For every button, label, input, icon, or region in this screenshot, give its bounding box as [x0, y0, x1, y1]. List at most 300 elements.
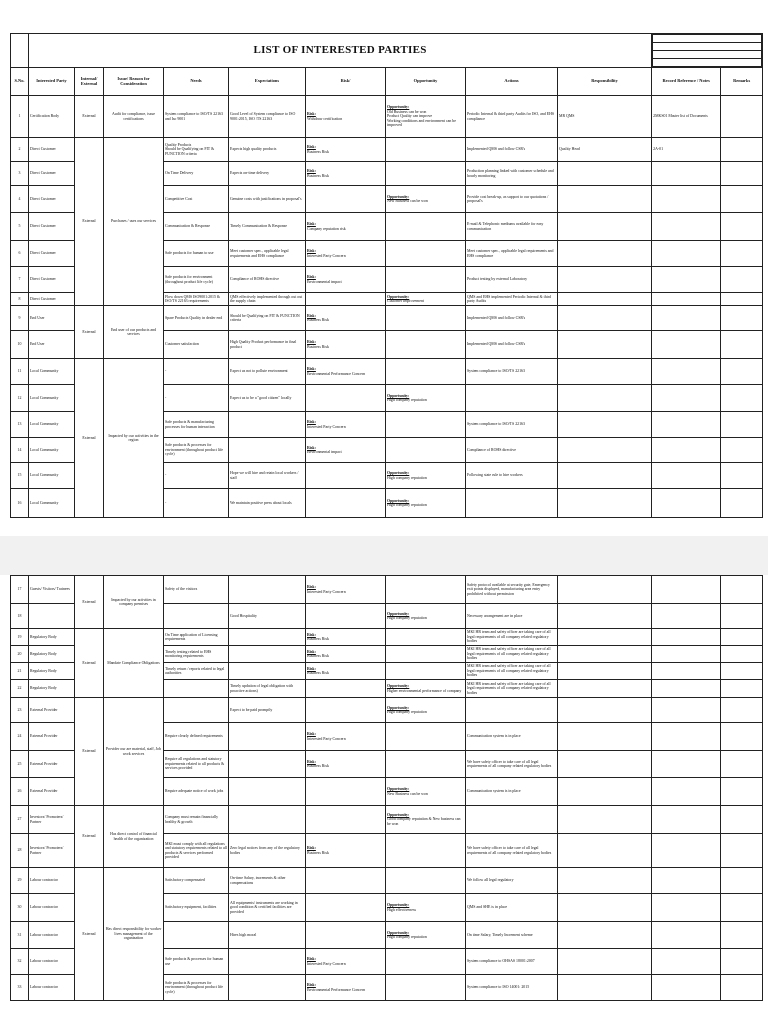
risk [306, 96, 386, 138]
remarks [721, 698, 763, 723]
interested-party: Regulatory Body [29, 680, 75, 698]
opportunity [386, 894, 466, 922]
responsibility [558, 359, 652, 385]
serial-number: 21 [11, 663, 29, 680]
expectations: Expects on-time delivery [229, 162, 306, 186]
actions: System compliance to ISO 14001: 2015 [466, 975, 558, 1001]
interested-party: Direct Customer [29, 162, 75, 186]
serial-number: 33 [11, 975, 29, 1001]
interested-party: External Provider [29, 751, 75, 778]
needs: Flow down QMS ISO9001:2015 & ISO/TS 22163 requirements [164, 293, 229, 306]
opportunity [386, 489, 466, 518]
interested-party: External Provider [29, 698, 75, 723]
record-reference [652, 412, 721, 438]
interested-party: Direct Customer [29, 186, 75, 213]
responsibility [558, 463, 652, 489]
expectations [229, 806, 306, 834]
record-reference [652, 463, 721, 489]
expectations: Expect us to be a "good citizen" locally [229, 385, 306, 412]
opportunity-label: Opportunity: [387, 705, 410, 710]
serial-number: 29 [11, 868, 29, 894]
serial-number: 1 [11, 96, 29, 138]
interested-party: Certification Body [29, 96, 75, 138]
risk-text: Business Risk [307, 654, 329, 658]
serial-number: 28 [11, 834, 29, 868]
internal-external: External [75, 96, 104, 138]
risk-label: Risk: [307, 445, 316, 450]
interested-party: Investors/ Promoters/ Partner [29, 806, 75, 834]
interested-party: Investors/ Promoters/ Partner [29, 834, 75, 868]
issue-reason: End user of our products and services [104, 306, 164, 359]
opportunity [386, 267, 466, 293]
risk-text: Business Risk [307, 149, 329, 154]
responsibility [558, 751, 652, 778]
remarks [721, 331, 763, 359]
responsibility [558, 723, 652, 751]
needs: Require clearly defined requirements [164, 723, 229, 751]
needs: - [164, 359, 229, 385]
actions: QMS and EHS implemented Periodic Internal & third party Audits [466, 293, 558, 306]
risk-label: Risk: [307, 112, 316, 117]
expectations: Genuine costs with justifications in proposal's [229, 186, 306, 213]
opportunity [386, 629, 466, 646]
risk-text: Interested Party Concern [307, 589, 346, 594]
record-reference [652, 751, 721, 778]
needs: Require adequate notice of work jobs [164, 778, 229, 806]
opportunity [386, 698, 466, 723]
internal-external: External [75, 306, 104, 359]
record-reference [652, 663, 721, 680]
interested-party: End User [29, 331, 75, 359]
actions: System compliance to ISO/TS 22163 [466, 359, 558, 385]
responsibility [558, 680, 652, 698]
table-row [11, 96, 763, 138]
internal-external: External [75, 138, 104, 306]
serial-number: 9 [11, 306, 29, 331]
risk-label: Risk: [307, 275, 316, 280]
risk-label: Risk: [307, 145, 316, 150]
risk [306, 213, 386, 241]
opportunity [386, 778, 466, 806]
remarks [721, 680, 763, 698]
expectations: Good Level of System compliance to ISO 9001:2015, ISO /TS 22163 [229, 96, 306, 138]
expectations: Meet customer spec., applicable legal requirements and EHS compliance [229, 241, 306, 267]
actions: MKI HR team and safety officer are taking care of all legal requirements of all company related regulatory bodies [466, 629, 558, 646]
risk-label: Risk: [307, 632, 316, 637]
needs: Safe products for environment (throughout product life cycle) [164, 267, 229, 293]
serial-number: 6 [11, 241, 29, 267]
record-reference [652, 894, 721, 922]
risk-label: Risk: [307, 649, 316, 654]
opportunity-text: High company reputation [387, 398, 427, 402]
opportunity [386, 723, 466, 751]
actions: Product testing by external Laboratory [466, 267, 558, 293]
responsibility [558, 975, 652, 1001]
opportunity [386, 751, 466, 778]
responsibility [558, 267, 652, 293]
record-reference [652, 723, 721, 751]
record-reference [652, 604, 721, 629]
risk [306, 778, 386, 806]
needs: - [164, 489, 229, 518]
record-reference [652, 213, 721, 241]
expectations: Timely updation of legal obligation with proactive actions) [229, 680, 306, 698]
risk [306, 834, 386, 868]
column-header: Record Reference / Notes [652, 68, 721, 96]
responsibility [558, 663, 652, 680]
needs: Communication & Response [164, 213, 229, 241]
serial-number: 11 [11, 359, 29, 385]
opportunity-label: Opportunity: [387, 393, 410, 398]
opportunity [386, 359, 466, 385]
responsibility [558, 385, 652, 412]
serial-number: 12 [11, 385, 29, 412]
actions: We have safety officer to take care of all legal requirements of all company related regulatory bodies [466, 834, 558, 868]
interested-party: Local Community [29, 359, 75, 385]
needs: Safe products & processes for environment (throughout product life cycle) [164, 975, 229, 1001]
actions: Implemented QMS and follow CSR's [466, 331, 558, 359]
needs: Safe products for human to use [164, 241, 229, 267]
expectations [229, 949, 306, 975]
column-header: Needs [164, 68, 229, 96]
expectations: Hires high moral [229, 922, 306, 949]
interested-party: Local Community [29, 463, 75, 489]
column-header: S.No. [11, 68, 29, 96]
risk-text: Business Risk [307, 173, 329, 178]
opportunity-label: Opportunity: [387, 471, 410, 476]
serial-number: 18 [11, 604, 29, 629]
issue-reason: Impacted by our activities in the region [104, 359, 164, 518]
risk-label: Risk: [307, 732, 316, 737]
serial-number: 19 [11, 629, 29, 646]
serial-number: 10 [11, 331, 29, 359]
actions: Provide cost break-up, as support to our quotations / proposal's [466, 186, 558, 213]
opportunity-label: Opportunity: [387, 787, 410, 792]
responsibility [558, 306, 652, 331]
actions: Meet customer spec., applicable legal requirements and EHS compliance [466, 241, 558, 267]
column-header: Risk/ [306, 68, 386, 96]
remarks [721, 778, 763, 806]
record-reference [652, 306, 721, 331]
expectations: Expect to be paid promptly [229, 698, 306, 723]
needs: On Time application of Licensing requirements [164, 629, 229, 646]
opportunity-text: High company reputation [387, 503, 427, 507]
serial-number: 4 [11, 186, 29, 213]
interested-parties-table-2 [10, 575, 763, 1001]
opportunity-text: Customer Improvement [387, 299, 425, 303]
serial-number: 2 [11, 138, 29, 162]
issue-reason: Audit for compliance, issue certifications [104, 96, 164, 138]
expectations: High Quality Product performance in final product [229, 331, 306, 359]
responsibility [558, 894, 652, 922]
opportunity [386, 241, 466, 267]
column-header: Interested Party [29, 68, 75, 96]
interested-party: Regulatory Body [29, 646, 75, 663]
remarks [721, 306, 763, 331]
risk-text: Withdraw certification [307, 116, 343, 121]
opportunity-text: High company reputation [387, 616, 427, 620]
serial-number: 14 [11, 438, 29, 463]
document-title: LIST OF INTERESTED PARTIES [29, 34, 652, 68]
risk-text: Environmental impact [307, 279, 342, 284]
responsibility [558, 949, 652, 975]
expectations [229, 663, 306, 680]
interested-party: Direct Customer [29, 241, 75, 267]
risk [306, 751, 386, 778]
opportunity-label: Opportunity: [387, 194, 410, 199]
risk [306, 894, 386, 922]
risk [306, 604, 386, 629]
responsibility [558, 922, 652, 949]
column-header: Actions [466, 68, 558, 96]
record-reference [652, 834, 721, 868]
interested-party: Labour contractor [29, 894, 75, 922]
actions: Following state rule to hire workers [466, 463, 558, 489]
risk-label: Risk: [307, 367, 316, 372]
risk-label: Risk: [307, 420, 316, 425]
responsibility [558, 293, 652, 306]
expectations [229, 412, 306, 438]
opportunity [386, 663, 466, 680]
risk-text: Business Risk [307, 671, 329, 675]
table-row [11, 629, 763, 646]
responsibility [558, 868, 652, 894]
opportunity-text: Good company reputation & New business can be won [387, 817, 461, 826]
risk [306, 698, 386, 723]
actions [466, 806, 558, 834]
needs [164, 680, 229, 698]
responsibility [558, 604, 652, 629]
document-page-2 [10, 575, 762, 1024]
opportunity-text: High effectiveness [387, 907, 416, 912]
risk [306, 412, 386, 438]
actions: Compliance of ROHS directive [466, 438, 558, 463]
opportunity [386, 806, 466, 834]
document-control-box [652, 34, 763, 68]
remarks [721, 922, 763, 949]
actions: Implemented QMS and follow CSR's [466, 306, 558, 331]
record-reference [652, 331, 721, 359]
risk-text: Interested Party Concern [307, 961, 346, 966]
serial-number: 22 [11, 680, 29, 698]
risk-label: Risk: [307, 169, 316, 174]
record-reference [652, 698, 721, 723]
remarks [721, 267, 763, 293]
responsibility [558, 186, 652, 213]
risk [306, 806, 386, 834]
remarks [721, 629, 763, 646]
record-reference [652, 922, 721, 949]
expectations: We maintain positive press about locals [229, 489, 306, 518]
risk-label: Risk: [307, 249, 316, 254]
actions: We follow all legal regulatory [466, 868, 558, 894]
responsibility [558, 834, 652, 868]
actions [466, 698, 558, 723]
risk-text: Company reputation risk [307, 226, 346, 231]
opportunity-text: Old Business can be won Product Quality can improve Working conditions and environment can be improved [387, 109, 456, 128]
serial-number: 31 [11, 922, 29, 949]
opportunity [386, 306, 466, 331]
expectations [229, 723, 306, 751]
risk-label: Risk: [307, 313, 316, 318]
risk [306, 723, 386, 751]
record-reference [652, 162, 721, 186]
risk [306, 975, 386, 1001]
interested-party: Labour contractor [29, 975, 75, 1001]
opportunity-label: Opportunity: [387, 611, 410, 616]
record-reference [652, 778, 721, 806]
expectations [229, 576, 306, 604]
serial-number: 24 [11, 723, 29, 751]
risk [306, 646, 386, 663]
opportunity [386, 604, 466, 629]
serial-number: 8 [11, 293, 29, 306]
actions [466, 385, 558, 412]
opportunity [386, 438, 466, 463]
issue-reason: Has direct responsibility for worker lives management of the organization [104, 868, 164, 1001]
opportunity [386, 385, 466, 412]
interested-party [29, 604, 75, 629]
needs: On Time Delivery [164, 162, 229, 186]
interested-party: Regulatory Body [29, 663, 75, 680]
record-reference [652, 629, 721, 646]
risk-label: Risk: [307, 666, 316, 671]
needs: Company must remain financially healthy & growth [164, 806, 229, 834]
risk-label: Risk: [307, 340, 316, 345]
needs: Timely return / reports related to legal authorities [164, 663, 229, 680]
remarks [721, 241, 763, 267]
actions: System compliance to ISO/TS 22163 [466, 412, 558, 438]
needs: Safe products & processes for environment (throughout product life cycle) [164, 438, 229, 463]
needs: Spare Products Quality in dealer end [164, 306, 229, 331]
opportunity [386, 834, 466, 868]
table-row [11, 806, 763, 834]
risk-text: Interested Party Concern [307, 253, 346, 258]
record-reference: 2MKS01 Master list of Documents [652, 96, 721, 138]
risk [306, 331, 386, 359]
actions: Necessary arrangement are in place [466, 604, 558, 629]
responsibility: MR QMS [558, 96, 652, 138]
serial-number: 23 [11, 698, 29, 723]
expectations: Expects high quality products [229, 138, 306, 162]
document-page-1 [10, 33, 762, 536]
column-header: Opportunity [386, 68, 466, 96]
remarks [721, 975, 763, 1001]
risk [306, 162, 386, 186]
opportunity [386, 576, 466, 604]
needs: Competitive Cost [164, 186, 229, 213]
remarks [721, 489, 763, 518]
actions: Implemented QMS and follow CSR's [466, 138, 558, 162]
internal-external: External [75, 698, 104, 806]
opportunity-text: High company reputation [387, 935, 427, 939]
internal-external: External [75, 868, 104, 1001]
record-reference [652, 949, 721, 975]
risk [306, 438, 386, 463]
remarks [721, 463, 763, 489]
record-reference [652, 186, 721, 213]
opportunity-text: High company reputation [387, 710, 427, 714]
remarks [721, 646, 763, 663]
serial-number: 13 [11, 412, 29, 438]
internal-external: External [75, 629, 104, 698]
risk [306, 241, 386, 267]
opportunity [386, 293, 466, 306]
remarks [721, 806, 763, 834]
actions: E-mail & Telephonic mediums available for easy communication [466, 213, 558, 241]
interested-party: Labour contractor [29, 868, 75, 894]
expectations: All equipments/ instruments are working in good condition & certified facilities are provided [229, 894, 306, 922]
interested-party: Direct Customer [29, 267, 75, 293]
responsibility: Quality Head [558, 138, 652, 162]
risk [306, 293, 386, 306]
opportunity [386, 949, 466, 975]
record-reference [652, 680, 721, 698]
actions: On time Salary, Timely Increment scheme [466, 922, 558, 949]
expectations: Should be Qualifying on FIT & FUNCTION criteria [229, 306, 306, 331]
issue-reason: Provider our are material, staff, Job work services [104, 698, 164, 806]
column-header: Responsibility [558, 68, 652, 96]
remarks [721, 96, 763, 138]
opportunity [386, 922, 466, 949]
risk [306, 629, 386, 646]
actions: MKI HR team and safety officer are taking care of all legal requirements of all company related regulatory bodies [466, 680, 558, 698]
opportunity [386, 162, 466, 186]
expectations: Expect us not to pollute environment [229, 359, 306, 385]
responsibility [558, 331, 652, 359]
interested-party: Regulatory Body [29, 629, 75, 646]
risk-label: Risk: [307, 222, 316, 227]
serial-number: 15 [11, 463, 29, 489]
responsibility [558, 489, 652, 518]
expectations [229, 751, 306, 778]
needs: Satisfactory equipment, facilities [164, 894, 229, 922]
remarks [721, 723, 763, 751]
interested-party: Guests/ Visitors/ Trainees [29, 576, 75, 604]
needs: Require all regulations and statutory requirements related to all products & services provided [164, 751, 229, 778]
interested-party: End User [29, 306, 75, 331]
issue-reason: Has direct control of financial health of the organization [104, 806, 164, 868]
actions: System compliance to OHSAS 18001:2007 [466, 949, 558, 975]
serial-number: 17 [11, 576, 29, 604]
expectations [229, 646, 306, 663]
record-reference [652, 975, 721, 1001]
opportunity-label: Opportunity: [387, 105, 410, 110]
needs: Timely testing related to EHS monitoring requirements [164, 646, 229, 663]
risk [306, 463, 386, 489]
expectations: Timely Communication & Response [229, 213, 306, 241]
needs: Safe products & processes for human use [164, 949, 229, 975]
responsibility [558, 806, 652, 834]
remarks [721, 868, 763, 894]
column-header: Internal/ External [75, 68, 104, 96]
interested-party: Local Community [29, 412, 75, 438]
expectations: QMS effectively implemented through out out the supply chain [229, 293, 306, 306]
interested-party: Labour contractor [29, 922, 75, 949]
opportunity-label: Opportunity: [387, 812, 410, 817]
remarks [721, 213, 763, 241]
opportunity-text: New Business can be won [387, 199, 428, 203]
table-row [11, 306, 763, 331]
interested-parties-table-1 [10, 33, 763, 518]
remarks [721, 359, 763, 385]
opportunity-label: Opportunity: [387, 903, 410, 908]
page-gap [0, 536, 768, 575]
record-reference [652, 576, 721, 604]
interested-party: Direct Customer [29, 293, 75, 306]
remarks [721, 385, 763, 412]
opportunity-label: Opportunity: [387, 294, 410, 299]
